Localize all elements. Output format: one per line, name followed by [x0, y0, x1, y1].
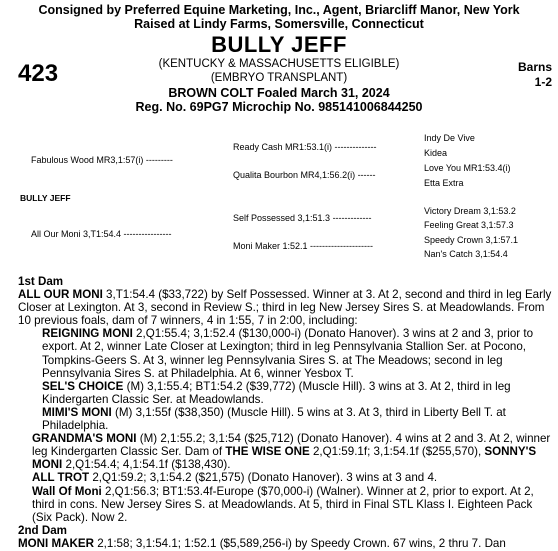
dam-text: 3,T1:54.4 ($33,722) by Self Possessed. Winner at 3. At 2, second and third in leg Early Closer at Lexington. At 3, second in Review S.; third in leg New Jersey Sires S. at Meadowlands. From 10 previous foals, dam of 7 winners, 4 in 1:55, 7 in 2:00, including: [18, 288, 552, 328]
foal-grandmas-moni [32, 432, 552, 471]
granddam-text: 2,1:58; 3,1:54.1; 1:52.1 ($5,589,256-i) by Speedy Crown. 67 wins, 2 thru 7. Dan [94, 536, 506, 550]
foal-all-trot [32, 471, 552, 484]
foal-text: 2,Q1:55.4; 3,1:52.4 ($130,000-i) (Donato Hanover). 3 wins at 2 and 3, prior to export. At 2, winner Late Closer at Lexington; third in leg Pennsylvania Stallion Ser. at Pocono, Tompkins-Geers S. At 3, winner leg Pennsylvania Sires S. at The Meadows; second in leg Pennsylvania Sires S. at Philadelphia. At 6, winner Yesbox T. [42, 327, 534, 380]
foaled-line: BROWN COLT Foaled March 31, 2024 [168, 86, 390, 100]
barns-label: Barns [517, 60, 552, 74]
pedigree-g8: Nan's Catch 3,1:54.4 [424, 249, 508, 259]
pedigree-dam-dam: Moni Maker 1:52.1 --------------------- [233, 241, 373, 251]
hip-number: 423 [18, 60, 59, 87]
eligibility-line: (KENTUCKY & MASSACHUSETTS ELIGIBLE) [158, 58, 400, 70]
barns-value: 1-2 [534, 75, 552, 89]
pedigree-g4: Etta Extra [424, 178, 464, 188]
foal-text: 2,Q1:59.2; 3,1:54.2 ($21,575) (Donato Hanover). 3 wins at 3 and 4. [89, 471, 438, 485]
pedigree-g3: Love You MR1:53.4(i) [424, 163, 511, 173]
granddam-paragraph [18, 537, 552, 550]
foal-reigning-moni [42, 327, 552, 379]
pedigree-self: BULLY JEFF [20, 193, 71, 203]
foal-text: 2,Q1:56.3; BT1:53.4f-Europe ($70,000-i) (Walner). Winner at 2, prior to export. At 2, third in cons. New Jersey Sires S. at Meadowlands. At 5, third in Final STL Klass I. Eighteen Pack (Six Pack). Now 2. [32, 484, 534, 524]
foal-sub-name: THE WISE ONE [225, 445, 310, 459]
foal-name: REIGNING MONI [42, 327, 133, 341]
dam-name: ALL OUR MONI [18, 288, 103, 302]
consignor-line: Consigned by Preferred Equine Marketing, Inc., Agent, Briarcliff Manor, New York [38, 3, 520, 17]
pedigree-g6: Feeling Great 3,1:57.3 [424, 220, 514, 230]
granddam-name: MONI MAKER [18, 536, 94, 550]
foal-sub-name: SONNY'S MONI [32, 445, 537, 472]
raised-line: Raised at Lindy Farms, Somersville, Connecticut [134, 17, 424, 31]
pedigree-dam: All Our Moni 3,T1:54.4 ---------------- [31, 229, 172, 239]
embryo-line: (EMBRYO TRANSPLANT) [210, 72, 348, 84]
horse-name-title: BULLY JEFF [211, 32, 347, 57]
foal-text-c: 2,Q1:54.4; 4,1:54.1f ($138,430). [62, 458, 231, 472]
second-dam-heading: 2nd Dam [18, 523, 67, 537]
foal-name: GRANDMA'S MONI [32, 432, 137, 446]
catalog-body [18, 275, 552, 550]
registration-line: Reg. No. 69PG7 Microchip No. 985141006844250 [135, 100, 423, 114]
foal-name: SEL'S CHOICE [42, 379, 124, 393]
pedigree-g5: Victory Dream 3,1:53.2 [424, 206, 516, 216]
foal-name: MIMI'S MONI [42, 405, 112, 419]
foal-name: Wall Of Moni [32, 484, 102, 498]
pedigree-sire: Fabulous Wood MR3,1:57(i) --------- [31, 155, 173, 165]
foal-name: ALL TROT [32, 471, 90, 485]
dam-paragraph [18, 288, 552, 327]
foal-mimis-moni [42, 406, 552, 432]
pedigree-dam-sire: Self Possessed 3,1:51.3 ------------- [233, 213, 372, 223]
pedigree-g1: Indy De Vive [424, 133, 475, 143]
pedigree-sire-sire: Ready Cash MR1:53.1(i) -------------- [233, 142, 377, 152]
barns-block [518, 60, 552, 90]
pedigree-g7: Speedy Crown 3,1:57.1 [424, 235, 519, 245]
first-dam-heading: 1st Dam [18, 275, 64, 288]
foal-text: (M) 3,1:55.4; BT1:54.2 ($39,772) (Muscle Hill). 3 wins at 3. At 2, third in leg Kindergarten Classic Ser. at Meadowlands. [42, 379, 511, 406]
foal-text: (M) 3,1:55f ($38,350) (Muscle Hill). 5 wins at 3. At 3, third in Liberty Bell T. at Philadelphia. [42, 405, 506, 433]
pedigree-g2: Kidea [424, 148, 448, 158]
foal-sels-choice [42, 380, 552, 406]
foal-text-a: (M) 2,1:55.2; 3,1:54 ($25,712) (Donato Hanover). 4 wins at 2 and 3. At 2, winner leg Kindergarten Classic Ser. Dam of [32, 432, 551, 459]
foal-text-b: 2,Q1:59.1f; 3,1:54.1f ($255,570), [309, 445, 485, 459]
pedigree-sire-dam: Qualita Bourbon MR4,1:56.2(i) ------ [233, 170, 376, 180]
foal-wall-of-moni [32, 485, 552, 524]
